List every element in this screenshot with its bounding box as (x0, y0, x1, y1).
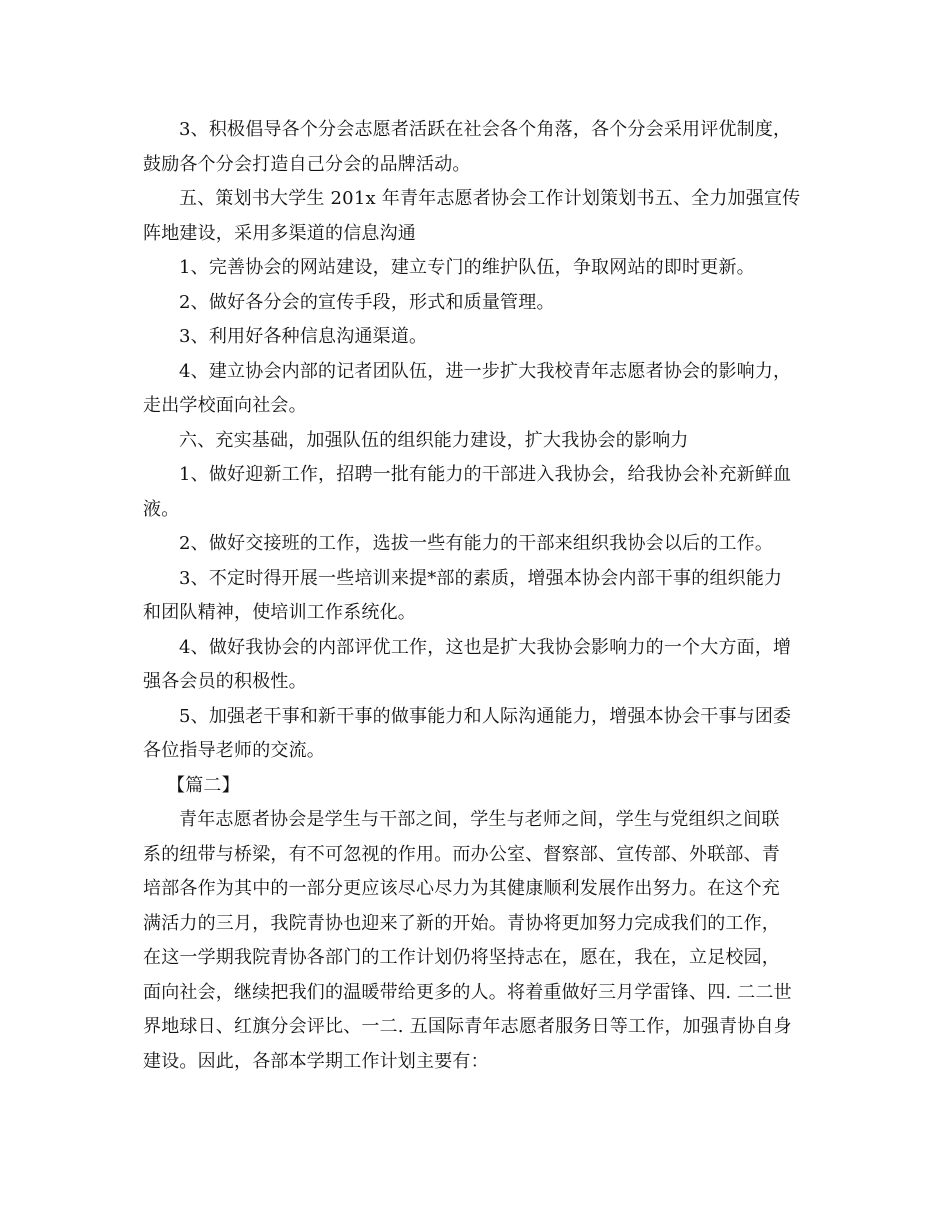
text-line: 阵地建设，采用多渠道的信息沟通 (143, 222, 416, 244)
text-line: 和团队精神，使培训工作系统化。 (143, 602, 416, 623)
text-line: 培部各作为其中的一部分更应该尽心尽力为其健康顺利发展作出努力。在这个充 (143, 878, 780, 899)
text-line: 4、做好我协会的内部评优工作，这也是扩大我协会影响力的一个大方面，增 (179, 636, 792, 658)
text-line: 满活力的三月，我院青协也迎来了新的开始。青协将更加努力完成我们的工作， (143, 912, 780, 934)
text-line: 在这一学期我院青协各部门的工作计划仍将坚持志在，愿在，我在，立足校园， (143, 947, 780, 968)
text-line: 建设。因此，各部本学期工作计划主要有： (143, 1050, 489, 1072)
text-line: 各位指导老师的交流。 (143, 740, 325, 761)
text-line: 5、加强老干事和新干事的做事能力和人际沟通能力，增强本协会干事与团委 (179, 705, 792, 727)
text-line: 五、策划书大学生 201x 年青年志愿者协会工作计划策划书五、全力加强宣传 (179, 188, 801, 209)
section-heading: 【篇二】 (167, 774, 240, 796)
text-line: 液。 (143, 498, 180, 520)
text-line: 3、不定时得开展一些培训来提*部的素质，增强本协会内部干事的组织能力 (179, 567, 783, 589)
text-line: 1、完善协会的网站建设，建立专门的维护队伍，争取网站的即时更新。 (179, 257, 755, 278)
text-line: 走出学校面向社会。 (143, 395, 307, 416)
text-line: 1、做好迎新工作，招聘一批有能力的干部进入我协会，给我协会补充新鲜血 (179, 464, 792, 485)
text-line: 鼓励各个分会打造自己分会的品牌活动。 (143, 153, 471, 175)
text-line: 3、利用好各种信息沟通渠道。 (179, 326, 428, 347)
text-line: 3、积极倡导各个分会志愿者活跃在社会各个角落，各个分会采用评优制度， (179, 119, 792, 140)
text-line: 强各会员的积极性。 (143, 671, 307, 692)
text-line: 4、建立协会内部的记者团队伍，进一步扩大我校青年志愿者协会的影响力， (179, 360, 792, 382)
document-body (143, 113, 811, 1079)
text-line: 系的纽带与桥梁，有不可忽视的作用。而办公室、督察部、宣传部、外联部、青 (143, 843, 780, 865)
text-line: 青年志愿者协会是学生与干部之间，学生与老师之间，学生与党组织之间联 (179, 809, 780, 830)
text-line: 面向社会，继续把我们的温暖带给更多的人。将着重做好三月学雷锋、四. 二二世 (143, 981, 792, 1003)
text-line: 界地球日、红旗分会评比、一二. 五国际青年志愿者服务日等工作，加强青协自身 (143, 1016, 792, 1037)
text-line: 六、充实基础，加强队伍的组织能力建设，扩大我协会的影响力 (179, 429, 689, 451)
text-line: 2、做好各分会的宣传手段，形式和质量管理。 (179, 291, 555, 313)
text-line: 2、做好交接班的工作，选拔一些有能力的干部来组织我协会以后的工作。 (179, 533, 774, 554)
